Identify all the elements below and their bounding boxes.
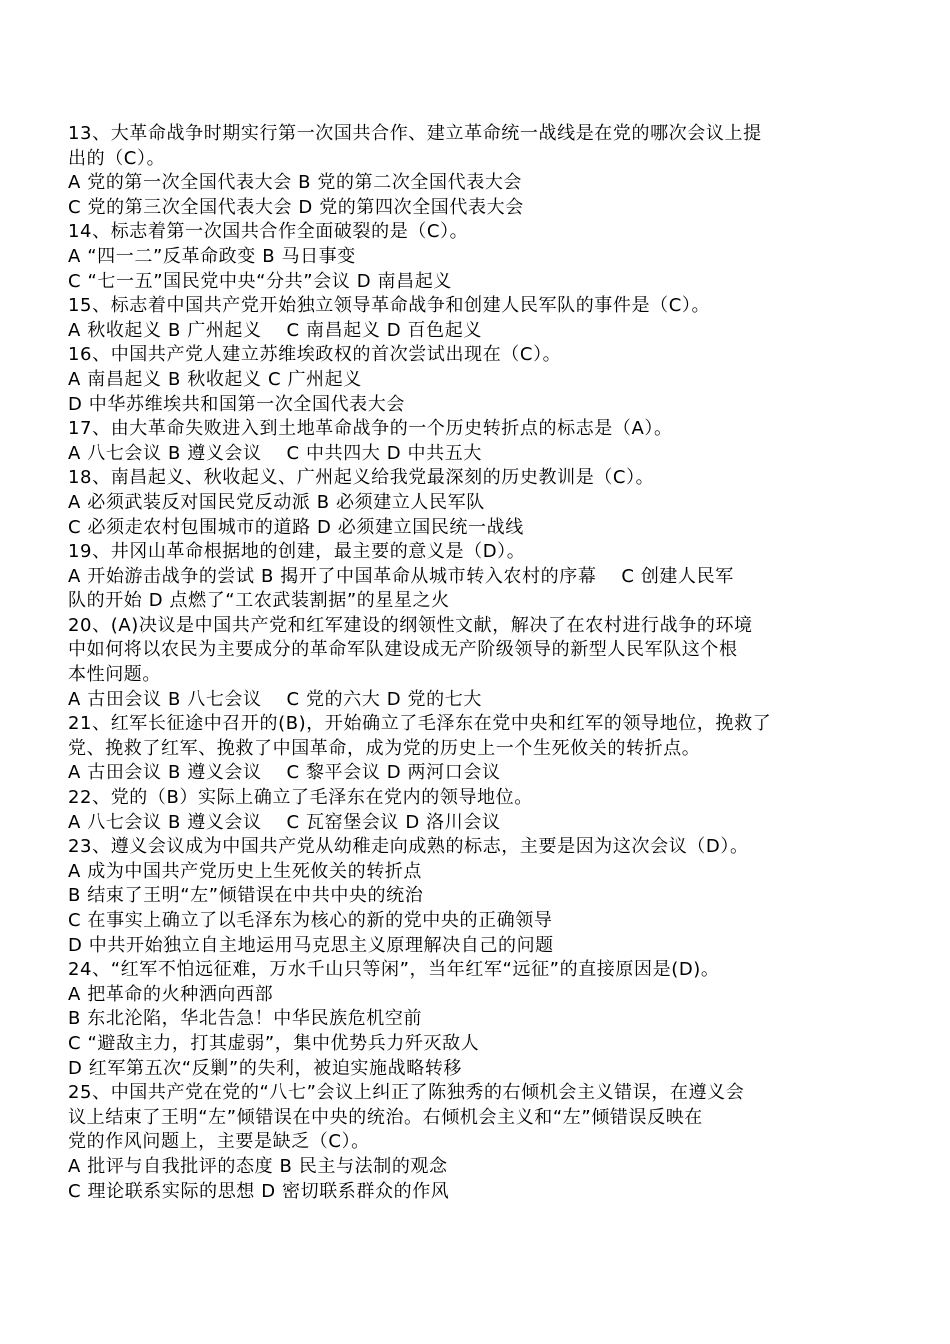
text-line: 15、标志着中国共产党开始独立领导革命战争和创建人民军队的事件是（C）。 bbox=[68, 295, 711, 317]
text-line: 24、“红军不怕远征难，万水千山只等闲”，当年红军“远征”的直接原因是(D)。 bbox=[68, 959, 720, 981]
text-line: 14、标志着第一次国共合作全面破裂的是（C）。 bbox=[68, 221, 469, 243]
text-line: 25、中国共产党在党的“八七”会议上纠正了陈独秀的右倾机会主义错误，在遵义会 bbox=[68, 1082, 745, 1104]
text-line: 21、红军长征途中召开的(B)，开始确立了毛泽东在党中央和红军的领导地位，挽救了 bbox=[68, 713, 772, 735]
text-line: C “七一五”国民党中央“分共”会议 D 南昌起义 bbox=[68, 270, 452, 292]
text-line: 23、遵义会议成为中国共产党从幼稚走向成熟的标志，主要是因为这次会议（D）。 bbox=[68, 836, 749, 858]
text-line: A 南昌起义 B 秋收起义 C 广州起义 bbox=[68, 368, 362, 390]
text-line: D 红军第五次“反剿”的失利，被迫实施战略转移 bbox=[68, 1057, 463, 1079]
text-line: 18、南昌起义、秋收起义、广州起义给我党最深刻的历史教训是（C）。 bbox=[68, 467, 655, 489]
text-line: 13、大革命战争时期实行第一次国共合作、建立革命统一战线是在党的哪次会议上提 bbox=[68, 123, 762, 144]
text-line: 议上结束了王明“左”倾错误在中央的统治。右倾机会主义和“左”倾错误反映在 bbox=[68, 1106, 703, 1128]
text-line: 17、由大革命失败进入到土地革命战争的一个历史转折点的标志是（A）。 bbox=[68, 418, 673, 440]
document-body bbox=[68, 122, 888, 1204]
text-line: C 在事实上确立了以毛泽东为核心的新的党中央的正确领导 bbox=[68, 910, 553, 931]
text-line: 19、井冈山革命根据地的创建，最主要的意义是（D）。 bbox=[68, 541, 526, 563]
text-line: A 批评与自我批评的态度 B 民主与法制的观念 bbox=[68, 1155, 448, 1177]
text-line: A 必须武装反对国民党反动派 B 必须建立人民军队 bbox=[68, 491, 485, 513]
text-line: C 党的第三次全国代表大会 D 党的第四次全国代表大会 bbox=[68, 196, 524, 218]
text-line: A 成为中国共产党历史上生死攸关的转折点 bbox=[68, 860, 423, 882]
text-line: C 理论联系实际的思想 D 密切联系群众的作风 bbox=[68, 1180, 450, 1202]
text-line: A 秋收起义 B 广州起义 C 南昌起义 D 百色起义 bbox=[68, 319, 482, 341]
text-line: D 中华苏维埃共和国第一次全国代表大会 bbox=[68, 393, 405, 415]
text-line: C 必须走农村包围城市的道路 D 必须建立国民统一战线 bbox=[68, 516, 524, 538]
text-line: B 东北沦陷，华北告急！中华民族危机空前 bbox=[68, 1008, 423, 1030]
text-line: 党的作风问题上，主要是缺乏（C）。 bbox=[68, 1131, 370, 1153]
text-line: 22、党的（B）实际上确立了毛泽东在党内的领导地位。 bbox=[68, 787, 533, 809]
text-line: A 把革命的火种洒向西部 bbox=[68, 983, 274, 1005]
text-line: C “避敌主力，打其虚弱”，集中优势兵力歼灭敌人 bbox=[68, 1032, 480, 1054]
text-line: A 八七会议 B 遵义会议 C 瓦窑堡会议 D 洛川会议 bbox=[68, 811, 501, 833]
text-line: 本性问题。 bbox=[68, 664, 161, 686]
text-line: A 开始游击战争的尝试 B 揭开了中国革命从城市转入农村的序幕 C 创建人民军 bbox=[68, 565, 734, 587]
text-line: 20、(A)决议是中国共产党和红军建设的纲领性文献，解决了在农村进行战争的环境 bbox=[68, 614, 753, 636]
text-line: D 中共开始独立自主地运用马克思主义原理解决自己的问题 bbox=[68, 934, 554, 956]
text-line: A “四一二”反革命政变 B 马日事变 bbox=[68, 245, 356, 267]
text-line: A 党的第一次全国代表大会 B 党的第二次全国代表大会 bbox=[68, 172, 523, 194]
text-line: 中如何将以农民为主要成分的革命军队建设成无产阶级领导的新型人民军队这个根 bbox=[68, 639, 738, 661]
text-line: 队的开始 D 点燃了“工农武装割据”的星星之火 bbox=[68, 590, 450, 612]
text-line: 出的（C）。 bbox=[68, 147, 166, 169]
text-line: B 结束了王明“左”倾错误在中共中央的统治 bbox=[68, 885, 424, 907]
text-line: 党、挽救了红军、挽救了中国革命，成为党的历史上一个生死攸关的转折点。 bbox=[68, 737, 701, 759]
text-line: A 古田会议 B 八七会议 C 党的六大 D 党的七大 bbox=[68, 688, 482, 710]
text-line: A 古田会议 B 遵义会议 C 黎平会议 D 两河口会议 bbox=[68, 762, 501, 784]
text-line: 16、中国共产党人建立苏维埃政权的首次尝试出现在（C）。 bbox=[68, 344, 562, 366]
text-line: A 八七会议 B 遵义会议 C 中共四大 D 中共五大 bbox=[68, 442, 482, 464]
